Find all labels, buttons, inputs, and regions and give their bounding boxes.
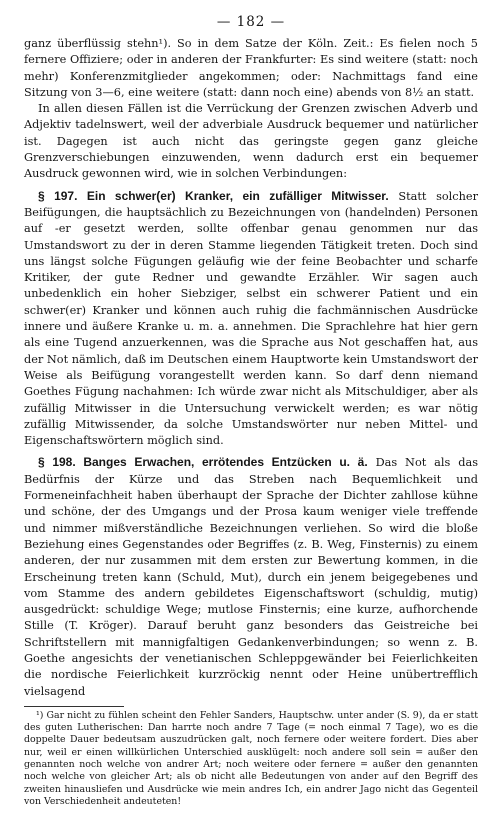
footnote-1: ¹) Gar nicht zu fühlen scheint den Fehler Sanders, Hauptschw. unter ander (S. 9), da er statt des guten Lutherischen: Dan harrte noch andre 7 Tage (= noch einmal 7 Tage), wo es die doppelte Dauer bedeutsam auszudrücken galt, noch fernere oder weitere fordert. Dies aber nur, weil er einen willkürlichen Unterschied ausklügelt: noch andere soll sein = außer den genannten noch welche von andrer Art; noch weitere oder fernere = außer den genannten noch welche von gleicher Art; als ob nicht alle Bedeutungen von ander auf den Begriff des zweiten hinausliefen und Ausdrücke wie mein andres Ich, ein andrer Jago nicht das Gegenteil von Verschiedenheit andeuteten!: [24, 709, 478, 807]
section-198-text: Das Not als das Bedürfnis der Kürze und das Streben nach Bequemlichkeit und Formeneinfachheit haben überhaupt der Sprache der Dichter zahllose kühne und schöne, der des Umgangs und der Prosa kaum weniger viele treffende und nimmer mißverständliche Bezeichnungen verliehen. So wird die bloße Beziehung eines Gegenstandes oder Begriffes (z. B. Weg, Finsternis) zu einem anderen, der nur zusammen mit dem ersten zur Bewertung kommen, in die Erscheinung treten kann (Schuld, Mut), durch ein jenem beigegebenes und vom Stamme des andern gebildetes Eigenschaftswort (schuldig, mutig) ausgedrückt: schuldige Wege; mutlose Finsternis; eine kurze, aufhorchende Stille (T. Kröger). Darauf beruht ganz besonders das Geistreiche bei Schriftstellern mit mannigfaltigen Gedankenverbindungen; so wenn z. B. Goethe angesichts der venetianischen Schleppgewänder bei Feierlichkeiten die nordische Feierlichkeit kurzröckig nennt oder Heine unübertrefflich vielsagend: [24, 456, 478, 698]
section-197: [24, 188, 478, 450]
section-198-title: Banges Erwachen, errötendes Entzücken u. ä.: [83, 455, 368, 470]
section-197-text: Statt solcher Beifügungen, die hauptsächlich zu Bezeichnungen von (handelnden) Personen auf -er gesetzt werden, sollte offenbar genau genommen nur das Umstandswort zu der in deren Stamme liegenden Tätigkeit treten. Doch sind uns längst solche Fügungen geläufig wie der feine Beobachter und scharfe Kritiker, der gute Redner und gewandte Erzähler. Wir sagen auch unbedenklich ein hoher Siebziger, selbst ein schwerer Patient und ein schwer(er) Kranker und können auch ruhig die fachmännischen Ausdrücke innere und äußere Kranke u. m. a. annehmen. Die Sprachlehre hat hier gern als eine Tugend anzuerkennen, was die Sprache aus Not geschaffen hat, aus der Not nämlich, daß im Deutschen einem Hauptworte kein Umstandswort der Weise als Beifügung vorangestellt werden kann. So darf denn niemand Goethes Fügung nachahmen: Ich würde zwar nicht als Mitschuldiger, aber als zufällig Mitwisser in die Untersuchung verwickelt werden; es war nötig zufällig Mitwissender, da solche Umstandswörter nur neben Mittel- und Eigenschaftswörtern möglich sind.: [24, 189, 478, 448]
paragraph-continuation: ganz überflüssig stehn¹). So in dem Satze der Köln. Zeit.: Es fielen noch 5 fernere Offiziere; oder in anderen der Frankfurter: Es sind weitere (statt: noch mehr) Konferenzmitglieder angekommen; oder: Nachmittags fand eine Sitzung von 3—6, eine weitere (statt: dann noch eine) abends von 8½ an statt.: [24, 37, 478, 99]
footnotes: [24, 710, 478, 808]
main-text: [24, 36, 478, 700]
section-198-number: § 198.: [38, 455, 76, 470]
section-198-heading: [38, 455, 368, 469]
paragraph-adverb-adjective: In allen diesen Fällen ist die Verrückung der Grenzen zwischen Adverb und Adjektiv tadelnswert, weil der adverbiale Ausdruck bequemer und natürlicher ist. Dagegen ist auch nicht das geringste gegen ganz gleiche Grenzverschiebungen einzuwenden, wenn dadurch erst ein bequemer Ausdruck gewonnen wird, wie in solchen Verbindungen:: [24, 102, 478, 181]
section-197-title: Ein schwer(er) Kranker, ein zufälliger Mitwisser.: [86, 188, 389, 203]
page-number: — 182 —: [216, 14, 286, 30]
section-198: [24, 454, 478, 699]
section-197-number: § 197.: [38, 188, 78, 203]
section-197-heading: [38, 189, 389, 203]
footnote-divider: [24, 706, 124, 707]
